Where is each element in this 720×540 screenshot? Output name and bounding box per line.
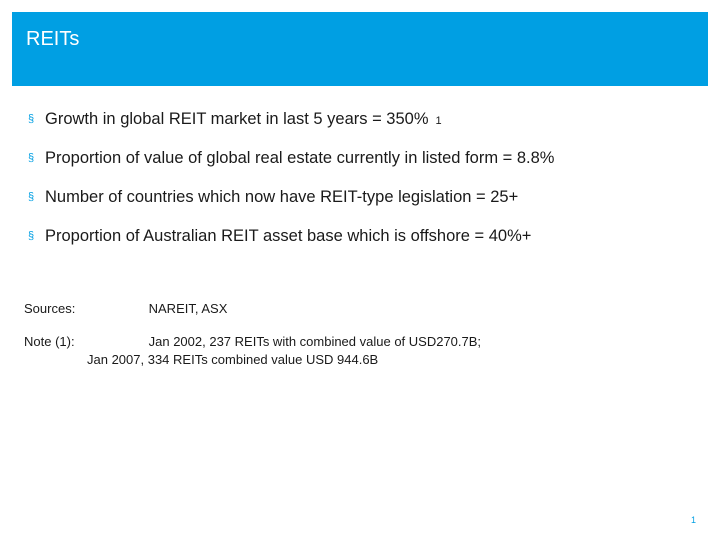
sources-line bbox=[24, 301, 227, 316]
bullet-text: Number of countries which now have REIT-type legislation = 25+ bbox=[45, 188, 519, 206]
note-line-1: Jan 2002, 237 REITs with combined value of USD270.7B; bbox=[148, 334, 482, 349]
bullet-marker-icon: § bbox=[28, 113, 35, 125]
slide-title: REITs bbox=[26, 28, 80, 50]
bullet-text: Growth in global REIT market in last 5 years = 350% bbox=[45, 110, 429, 128]
bullet-text: Proportion of value of global real estate currently in listed form = 8.8% bbox=[45, 149, 555, 167]
bullet-marker-icon: § bbox=[28, 230, 35, 242]
page-number: 1 bbox=[690, 515, 696, 525]
bullet-item bbox=[28, 227, 554, 266]
bullet-item bbox=[28, 188, 554, 227]
bullet-list bbox=[28, 110, 554, 266]
bullet-text: Proportion of Australian REIT asset base which is offshore = 40%+ bbox=[45, 227, 532, 245]
sources-label: Sources: bbox=[24, 301, 76, 316]
footnote-reference: 1 bbox=[435, 115, 442, 127]
bullet-item bbox=[28, 149, 554, 188]
sources-value: NAREIT, ASX bbox=[148, 301, 228, 316]
bullet-marker-icon: § bbox=[28, 191, 35, 203]
bullet-marker-icon: § bbox=[28, 152, 35, 164]
note-block bbox=[24, 333, 481, 369]
note-label: Note (1): bbox=[24, 334, 75, 349]
title-bar bbox=[12, 12, 708, 86]
note-line-2: Jan 2007, 334 REITs combined value USD 944.6B bbox=[87, 352, 379, 367]
bullet-item bbox=[28, 110, 554, 149]
